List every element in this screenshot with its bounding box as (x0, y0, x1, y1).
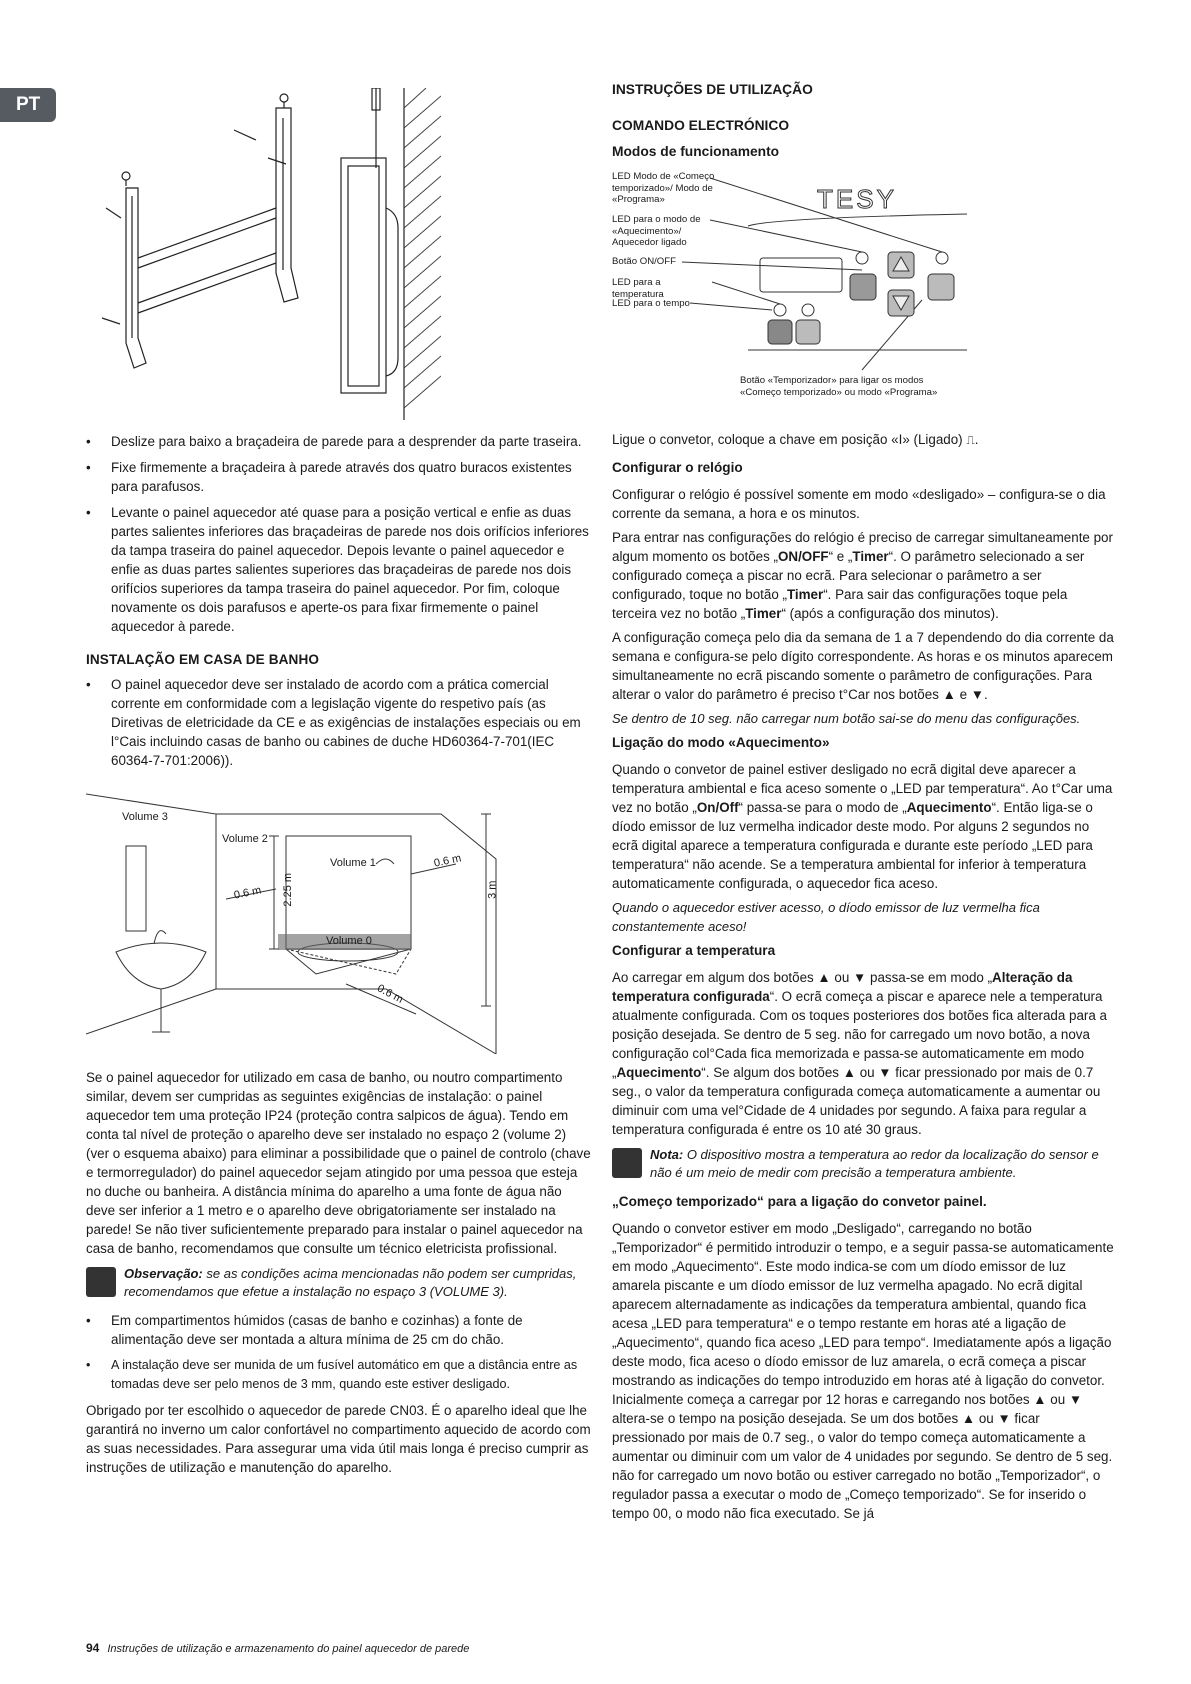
heading-delayed-start: „Começo temporizado“ para a ligação do convetor painel. (612, 1194, 987, 1209)
sensor-note (612, 1146, 1115, 1182)
label-height-3: 3 m (486, 880, 499, 899)
language-code: PT (16, 94, 41, 115)
heating-para (612, 760, 1115, 893)
heading-instructions: INSTRUÇÕES DE UTILIZAÇÃO (612, 82, 813, 97)
bold-timer: Timer (745, 606, 782, 621)
text-span: “ (após a configuração dos minutos). (781, 606, 999, 621)
text-span: “. Se algum dos botões ▲ ou ▼ ficar pressionado por mais de 0.7 seg., o valor da temperatura configurada começa automaticamente a aumentar ou diminuir com uma vel°Cidade de 4 unidades por segundo. A faixa para regular a temperatura configurada é entre os 10 até 30 graus. (612, 1065, 1101, 1137)
label-volume1: Volume 1 (330, 857, 376, 869)
left-column (86, 432, 591, 1482)
observation-note (86, 1265, 591, 1301)
label-dist-06-floor: 0.6 m (375, 982, 406, 1006)
text-span: “. O parâmetro selecionado a ser configurado começa a piscar no ecrã. Para selecionar o parâmetro a ser configurado, toque no botão „ (612, 549, 1085, 602)
bold-temp-change: Alteração da temperatura configurada (612, 970, 1073, 1004)
list-item: • O painel aquecedor deve ser instalado de acordo com a prática comercial corrente em conformidade com a legislação vigente do respetivo país (as Diretivas de eletricidade da CE e as exigências de instalações especiais ou em l°Cais incluindo casas de banho ou cabines de duche HD60364-7-701(IEC 60364-7-701:2006)). (86, 675, 591, 770)
text-span: “ passa-se para o modo de „ (738, 800, 907, 815)
clock-para-4: Se dentro de 10 seg. não carregar num botão sai-se do menu das configurações. (612, 711, 1081, 726)
label-volume0: Volume 0 (326, 935, 372, 947)
label-led-temperature: LED para a temperatura (612, 277, 664, 300)
power-on-text: Ligue o convetor, coloque a chave em posição «I» (Ligado) (612, 432, 967, 447)
label-dist-06-right: 0.6 m (432, 852, 463, 870)
bathroom-zones-figure (86, 784, 591, 1054)
list-item: • A instalação deve ser munida de um fusível automático em que a distância entre as tomadas deve ser pelo menos de 3 mm, quando este estiver desligado. (86, 1356, 591, 1394)
thanks-paragraph: Obrigado por ter escolhido o aquecedor de parede CN03. É o aparelho ideal que lhe garantirá no inverno um calor confortável no compartimento aquecido de acordo com as suas necessidades. Para assegurar uma vida útil mais longa é preciso cumprir as instruções de utilização e manutenção do aparelho. (86, 1403, 591, 1475)
text-span: Quando o convetor de painel estiver desligado no ecrã digital deve aparecer a temperatura ambiental e fica aceso somente o „LED par temperatura“. Ao t°Car uma vez no botão „ (612, 762, 1113, 815)
bracket-steps (86, 432, 591, 636)
label-volume2: Volume 2 (222, 833, 268, 845)
heating-note: Quando o aquecedor estiver acesso, o díodo emissor de luz vermelha fica constantemente aceso! (612, 900, 1040, 934)
bold-onoff: On/Off (696, 800, 739, 815)
clock-para-3: A configuração começa pelo dia da semana de 1 a 7 dependendo do dia corrente da semana e configura-se pelo dígito correspondente. As horas e os minutos aparecem simultaneamente no ecrã piscando somente o parâmetro de configurações. Para alterar o valor do parâmetro é preciso t°Car nos botões ▲ e ▼. (612, 630, 1114, 702)
heading-electronic-command: COMANDO ELECTRÓNICO (612, 118, 790, 133)
label-volume3: Volume 3 (122, 811, 168, 823)
list-item: • Fixe firmemente a braçadeira à parede através dos quatro buracos existentes para parafusos. (86, 458, 591, 496)
label-dist-06-left: 0.6 m (232, 884, 263, 902)
clock-para-1: Configurar o relógio é possível somente em modo «desligado» – configura-se o dia corrente da semana, a hora e os minutos. (612, 487, 1106, 521)
bold-heating: Aquecimento (616, 1065, 702, 1080)
list-item: • Levante o painel aquecedor até quase para a posição vertical e enfie as duas partes salientes inferiores das braçadeiras de parede nos dois orifícios inferiores da tampa traseira do painel aquecedor. Depois levante o painel aquecedor e enfie as duas partes salientes superiores das braçadeiras de parede nos dois orifícios superiores da tampa traseira do painel aquecedor. Por fim, coloque novamente os dois parafusos e aperte-os para fixar firmemente o painel aquecedor à parede. (86, 503, 591, 636)
text-span: Ao carregar em algum dos botões ▲ ou ▼ passa-se em modo „ (612, 970, 993, 985)
page-number: 94 (86, 1641, 100, 1655)
label-height-225: 2.25 m (282, 872, 295, 907)
page-footer (86, 1641, 469, 1655)
label-led-time: LED para o tempo (612, 298, 690, 309)
label-onoff-button: Botão ON/OFF (612, 256, 676, 267)
heading-operating-modes: Modos de funcionamento (612, 144, 780, 159)
text-span: “ e „ (828, 549, 853, 564)
heading-clock: Configurar o relógio (612, 460, 743, 475)
bold-heating: Aquecimento (906, 800, 992, 815)
bathroom-paragraph: Se o painel aquecedor for utilizado em casa de banho, ou noutro compartimento similar, devem ser cumpridas as seguintes exigências de instalação: o painel aquecedor tem uma proteção IP24 (proteção contra salpicos de água). Tendo em conta tal nível de proteção o aparelho deve ser instalado no espaço 2 (volume 2) (ver o esquema abaixo) para eliminar a possibilidade que o painel de controlo (chave e termorregulador) do painel aquecedor sejam atingido por uma pessoa que esteja no duche ou banheira. A distância mínima do aparelho a uma fonte de água não deve ser inferior a 1 metro e o aparelho deve obrigatoriamente ser instalado na parede! Se não tiver suficientemente preparado para instalar o painel aquecedor na casa de banho, recomendamos que consulte um técnico eletricista profissional. (86, 1070, 591, 1256)
list-item: • Deslize para baixo a braçadeira de parede para a desprender da parte traseira. (86, 432, 591, 451)
note-text: O dispositivo mostra a temperatura ao redor da localização do sensor e não é um meio de medir com precisão a temperatura ambiente. (650, 1147, 1099, 1180)
heading-bathroom-install: INSTALAÇÃO EM CASA DE BANHO (86, 652, 320, 667)
temperature-para (612, 968, 1115, 1139)
switch-icon: ⎍ (966, 433, 975, 447)
bold-timer: Timer (852, 549, 889, 564)
power-on-end: . (974, 432, 979, 447)
text-span: “. Então liga-se o díodo emissor de luz vermelha indicador deste modo. Por alguns 2 segundos no ecrã digital aparece a temperatura configurada e durante este período „LED para temperatura“ não acende. Se a temperatura ambiental for inferior à temperatura automaticamente configurada, o aquecedor fica aceso. (612, 800, 1093, 891)
text-span: “. Para sair das configurações toque pela terceira vez no botão „ (612, 587, 1068, 621)
brand-logo: TESY (817, 184, 897, 214)
text-span: Para entrar nas configurações do relógio é preciso de carregar simultaneamente por algum momento os botões „ (612, 530, 1113, 564)
language-tab (0, 88, 56, 122)
label-timer-button: Botão «Temporizador» para ligar os modos «Começo temporizado» ou modo «Programa» (740, 375, 938, 398)
delayed-start-para: Quando o convetor estiver em modo „Desligado“, carregando no botão „Temporizador“ é permitido introduzir o tempo, e a seguir passa-se automaticamente em modo „Aquecimento“. Este modo indica-se com um díodo emissor de luz amarela piscante e um díodo emissor de luz vermelha apagado. No ecrã digital aparecem alternadamente as indicações da temperatura ambiental, quando fica acesa „LED para temperatura“ e o tempo restante em horas até a ligação de „Aquecimento“, quando fica aceso „LED para tempo“. Imediatamente após a ligação deste modo, fica aceso o díodo emissor de luz amarela, o ecrã começa a piscar mostrando as indicações do tempo introduzido em horas até à ligação do convetor. Inicialmente começa a carregar por 12 horas e carregando nos botões ▲ ou ▼ altera-se o tempo na posição desejada. Se um dos botões ▲ ou ▼ ficar pressionado por mais de 0.7 seg., o valor do tempo começa automaticamente a aumentar ou diminuir com um valor de 4 unidades por segundo. Se dentro de 5 seg. não for carregado um novo botão ou estiver carregado no botão „Temporizador“, o regulador passa a executar o modo de „Começo temporizado“. Se for inserido o tempo 00, o modo não fica executado. Se já (612, 1221, 1114, 1521)
bold-timer: Timer (786, 587, 824, 602)
label-led-heating: LED para o modo de «Aquecimento»/ Aquecedor ligado (612, 214, 701, 248)
observation-label: Observação: (124, 1266, 203, 1281)
clock-para-2 (612, 528, 1115, 623)
note-label: Nota: (650, 1147, 684, 1162)
observation-text: se as condições acima mencionadas não podem ser cumpridas, recomendamos que efetue a instalação no espaço 3 (VOLUME 3). (124, 1266, 577, 1299)
bracket-mounting-illustration (86, 88, 441, 420)
heading-temperature: Configurar a temperatura (612, 943, 776, 958)
heading-heating: Ligação do modo «Aquecimento» (612, 735, 830, 750)
footer-text: Instruções de utilização e armazenamento do painel aquecedor de parede (107, 1643, 470, 1655)
bold-onoff: ON/OFF (777, 549, 829, 564)
label-led-program: LED Modo de «Começo temporizado»/ Modo de «Programa» (612, 171, 715, 205)
pencil-note-icon (612, 1148, 642, 1178)
text-span: “. O ecrã começa a piscar e aparece nele a temperatura atualmente configurada. Com os toques posteriores dos botões fica alterada para a posição desejada. Se dentro de 5 seg. não for carregado um novo botão, a nova configuração col°Cada fica memorizada e passa-se automaticamente em modo „ (612, 989, 1108, 1080)
list-item: • Em compartimentos húmidos (casas de banho e cozinhas) a fonte de alimentação deve ser montada a altura mínima de 25 cm do chão. (86, 1311, 591, 1349)
pencil-note-icon (86, 1267, 116, 1297)
right-column (612, 430, 1115, 1528)
